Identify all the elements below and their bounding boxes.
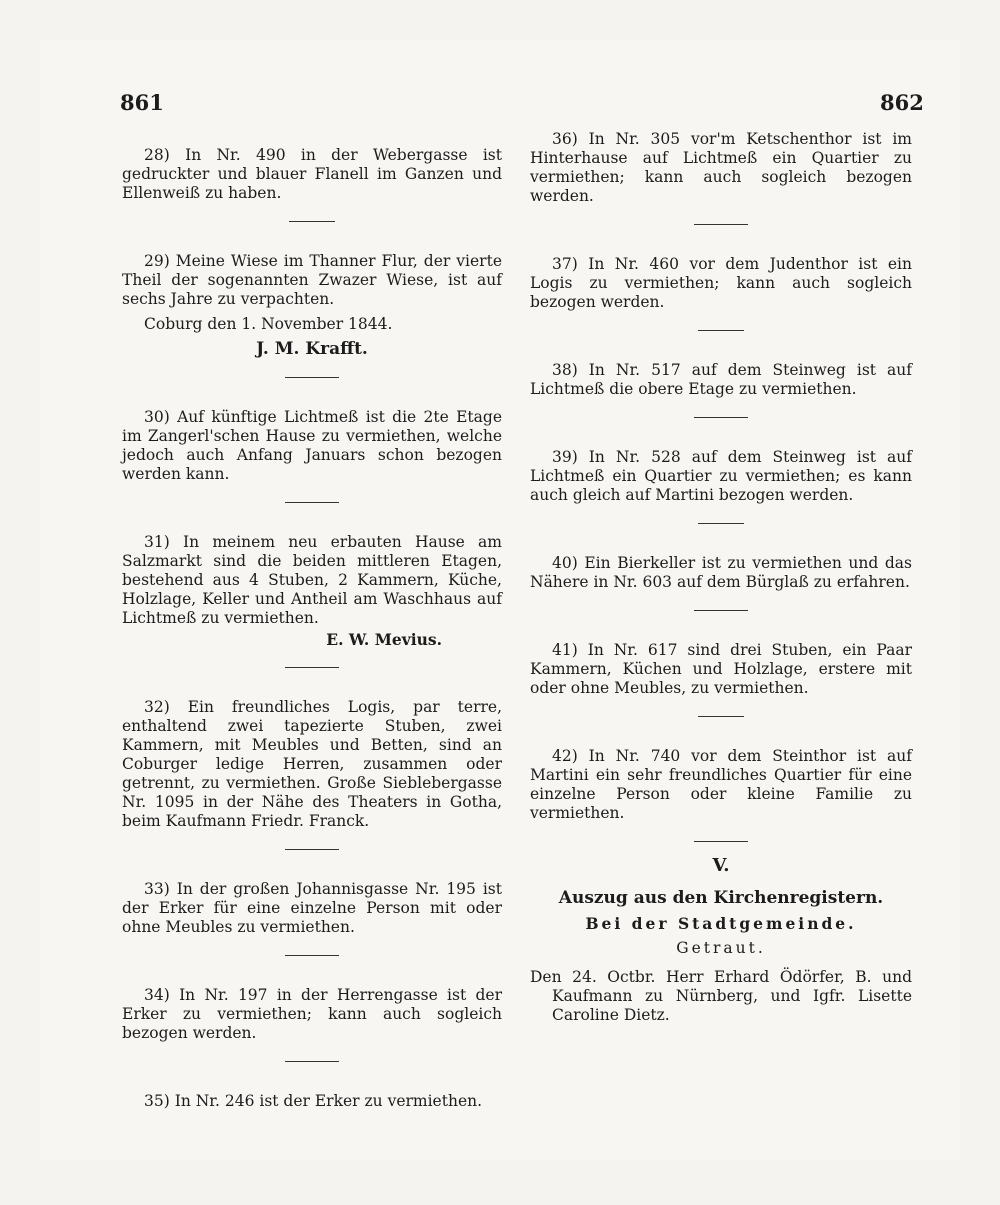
separator (285, 955, 339, 956)
separator (694, 841, 748, 842)
separator (285, 849, 339, 850)
entry-32: 32) Ein freundliches Logis, par terre, enthaltend zwei tapezierte Stuben, zwei Kammern, mit Meubles und Betten, sind an Coburger ledige Herren, zusammen oder getrennt, zu vermiethen. Große Sieblebergasse Nr. 1095 in der Nähe des Theaters in Gotha, beim Kaufmann Friedr. Franck. (122, 697, 502, 830)
entry-33: 33) In der großen Johannisgasse Nr. 195 ist der Erker für eine einzelne Person mit oder ohne Meubles zu vermiethen. (122, 879, 502, 936)
right-column (530, 130, 912, 1041)
entry-29-signature: J. M. Krafft. (256, 338, 368, 359)
separator (694, 417, 748, 418)
separator (289, 221, 335, 222)
separator (285, 502, 339, 503)
section-roman-numeral: V. (712, 855, 730, 876)
entry-29-date: Coburg den 1. November 1844. (144, 314, 393, 333)
marriage-entry: Den 24. Octbr. Herr Erhard Ödörfer, B. und Kaufmann zu Nürnberg, und Igfr. Lisette Caroline Dietz. (530, 968, 912, 1024)
entry-31: 31) In meinem neu erbauten Hause am Salzmarkt sind die beiden mittleren Etagen, bestehend aus 4 Stuben, 2 Kammern, Küche, Holzlage, Keller und Antheil am Waschhaus auf Lichtmeß zu vermiethen. (122, 532, 502, 627)
page-number-left: 861 (120, 90, 164, 115)
separator (285, 667, 339, 668)
separator (285, 377, 339, 378)
separator (285, 1061, 339, 1062)
section-title: Auszug aus den Kirchenregistern. (558, 888, 884, 908)
entry-37: 37) In Nr. 460 vor dem Judenthor ist ein Logis zu vermiethen; kann auch sogleich bezogen werden. (530, 255, 912, 311)
section-subtitle-2: Getraut. (676, 939, 766, 957)
entry-42: 42) In Nr. 740 vor dem Steinthor ist auf Martini ein sehr freundliches Quartier für eine einzelne Person oder kleine Familie zu vermiethen. (530, 747, 912, 822)
entry-35: 35) In Nr. 246 ist der Erker zu vermiethen. (144, 1091, 483, 1110)
separator (694, 610, 748, 611)
left-column (122, 130, 502, 1111)
entry-31-signature: E. W. Mevius. (326, 629, 442, 649)
entry-28: 28) In Nr. 490 in der Webergasse ist gedruckter und blauer Flanell im Ganzen und Ellenweiß zu haben. (122, 145, 502, 202)
entry-30: 30) Auf künftige Lichtmeß ist die 2te Etage im Zangerl'schen Hause zu vermiethen, welche jedoch auch Anfang Januars schon bezogen werden kann. (122, 407, 502, 483)
entry-40: 40) Ein Bierkeller ist zu vermiethen und das Nähere in Nr. 603 auf dem Bürglaß zu erfahren. (530, 554, 912, 591)
separator (698, 523, 744, 524)
separator (698, 330, 744, 331)
page-number-right: 862 (880, 90, 924, 115)
entry-38: 38) In Nr. 517 auf dem Steinweg ist auf Lichtmeß die obere Etage zu vermiethen. (530, 361, 912, 398)
entry-29: 29) Meine Wiese im Thanner Flur, der vierte Theil der sogenannten Zwazer Wiese, ist auf sechs Jahre zu verpachten. (122, 251, 502, 308)
entry-39: 39) In Nr. 528 auf dem Steinweg ist auf Lichtmeß ein Quartier zu vermiethen; es kann auch gleich auf Martini bezogen werden. (530, 448, 912, 504)
entry-36: 36) In Nr. 305 vor'm Ketschenthor ist im Hinterhause auf Lichtmeß ein Quartier zu vermiethen; kann auch sogleich bezogen werden. (530, 130, 912, 205)
separator (698, 716, 744, 717)
section-subtitle: Bei der Stadtgemeinde. (585, 914, 857, 933)
separator (694, 224, 748, 225)
entry-41: 41) In Nr. 617 sind drei Stuben, ein Paar Kammern, Küchen und Holzlage, erstere mit oder ohne Meubles, zu vermiethen. (530, 641, 912, 697)
entry-34: 34) In Nr. 197 in der Herrengasse ist der Erker zu vermiethen; kann auch sogleich bezogen werden. (122, 985, 502, 1042)
